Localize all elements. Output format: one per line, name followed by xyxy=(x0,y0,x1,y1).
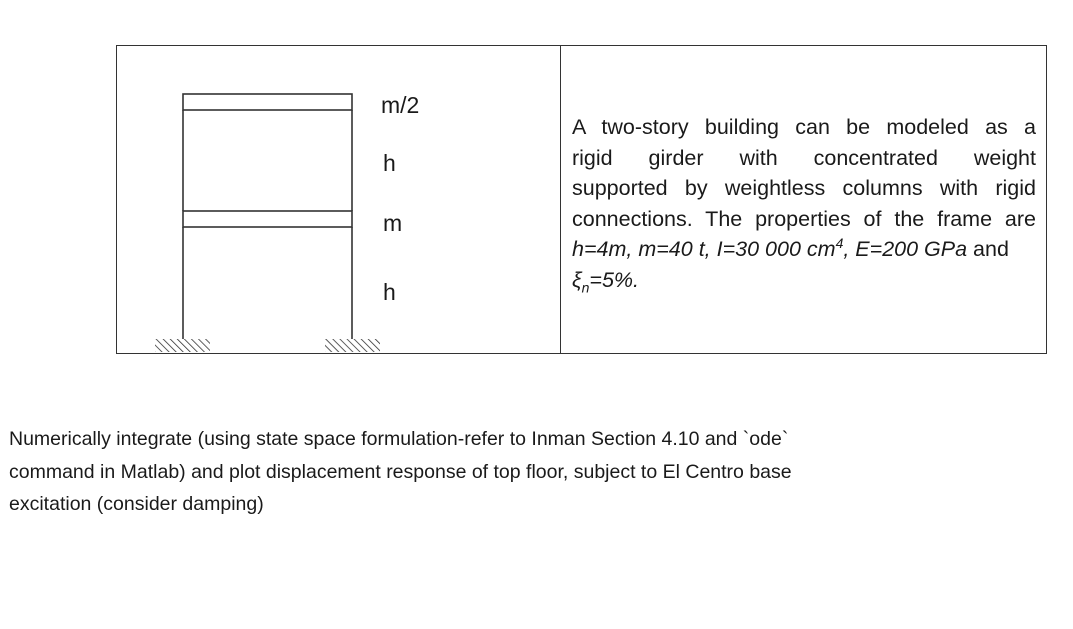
and-text: and xyxy=(967,237,1009,261)
description-line: supported by weightless columns with rigid xyxy=(572,176,1036,200)
column-divider xyxy=(560,46,561,353)
damping-line xyxy=(572,265,1036,296)
problem-description xyxy=(572,112,1036,295)
question-line: excitation (consider damping) xyxy=(9,493,264,515)
upper-height-label: h xyxy=(383,150,396,176)
top-mass-label: m/2 xyxy=(381,92,420,118)
lower-height-label: h xyxy=(383,279,396,305)
question-line: Numerically integrate (using state space formulation-refer to Inman Section 4.10 and `ode` xyxy=(9,428,789,450)
damping-symbol: ξ xyxy=(572,267,582,292)
damping-subscript: n xyxy=(581,278,590,295)
mass-value: m=40 t, xyxy=(638,237,711,261)
inertia-value: I=30 000 cm xyxy=(716,237,836,261)
modulus-value: , E=200 GPa xyxy=(843,237,968,261)
question-text xyxy=(9,423,909,521)
question-line: command in Matlab) and plot displacement response of top floor, subject to El Centro base xyxy=(9,460,792,483)
frame-properties-line xyxy=(572,234,1036,265)
damping-value: =5%. xyxy=(589,267,640,292)
description-line: rigid girder with concentrated weight xyxy=(572,145,1036,170)
mid-mass-label: m xyxy=(383,210,403,236)
top-girder xyxy=(183,94,352,110)
right-ground-support xyxy=(325,339,380,352)
description-line: connections. The properties of the frame are xyxy=(572,206,1036,231)
description-line: A two-story building can be modeled as a xyxy=(572,115,1036,139)
left-ground-support xyxy=(155,339,210,352)
middle-girder xyxy=(183,211,352,227)
inertia-exponent: 4 xyxy=(835,234,844,251)
height-value: h=4m, xyxy=(572,237,633,261)
problem-table xyxy=(116,45,1047,354)
frame-diagram xyxy=(117,46,560,352)
